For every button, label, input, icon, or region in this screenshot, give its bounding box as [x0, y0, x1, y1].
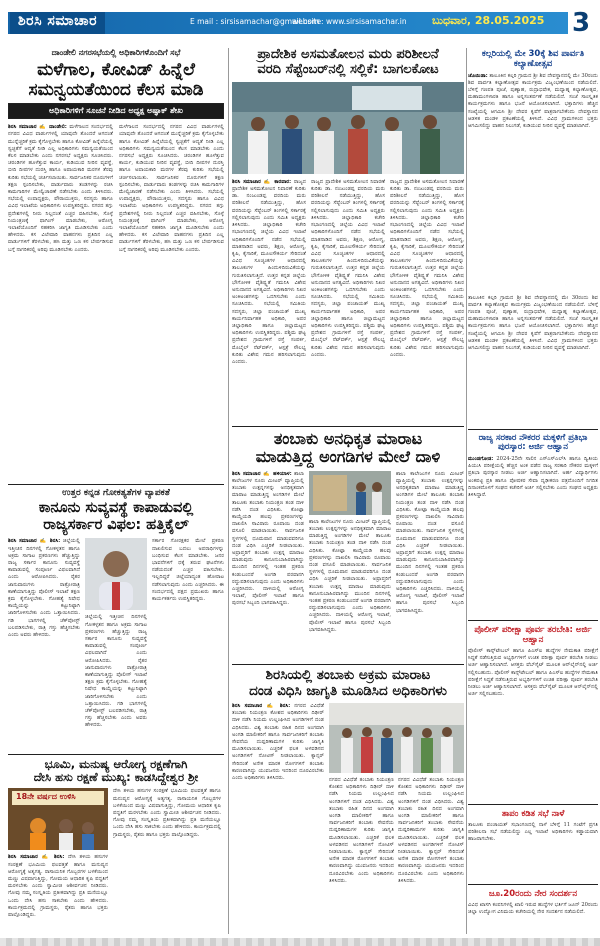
newspaper-logo: ಶಿರಸಿ ಸಮಾಚಾರ — [10, 12, 105, 34]
story4-dateline: ಶಿರಸಿ ಸಮಾಚಾರ ✍ ಕಾರವಾರ: — [232, 178, 292, 185]
story4-headline-line1: ಪ್ರಾದೇಶಿಕ ಅಸಮತೋಲನ ಮರು ಪರಿಶೀಲನೆ — [257, 47, 439, 62]
story6-body-col1 — [232, 703, 324, 927]
story4-body-c: ರಾಜ್ಯದ ಪ್ರಾದೇಶಿಕ ಅಸಮತೋಲನ ನಿವಾರಣೆ ಕುರಿತು ಡಾ. ನಂಜುಂಡಪ್ಪ ವರದಿಯ ಮರು ಪರಿಶೀಲನೆ ನಡೆಯುತ್ತಿದ್ದು, ಹೊಸ ವರದಿಯನ್ನು ಸೆಪ್ಟೆಂಬರ್ ತಿಂಗಳಲ್ಲಿ ಸರ್ಕಾರಕ್ಕೆ ಸಲ್ಲಿಸಲಾಗುವುದು ಎಂದು ಸಮಿತಿ ಅಧ್ಯಕ್ಷರು ತಿಳಿಸಿದರು. ಜಿಲ್ಲಾಧಿಕಾರಿ ಕಚೇರಿ ಸಭಾಂಗಣದಲ್ಲಿ ಜಿಲ್ಲೆಯ ವಿವಿಧ ಇಲಾಖೆ ಅಧಿಕಾರಿಗಳೊಂದಿಗೆ ನಡೆದ ಸಭೆಯಲ್ಲಿ ಮಾತನಾಡಿದ ಅವರು, ಶಿಕ್ಷಣ, ಆರೋಗ್ಯ, ಕೃಷಿ, ಕೈಗಾರಿಕೆ, ಮೂಲಸೌಕರ್ಯ ಸೇರಿದಂತೆ ವಿವಿಧ ಸೂಚ್ಯಂಕಗಳ ಆಧಾರದಲ್ಲಿ ತಾಲೂಕುಗಳ ಹಿಂದುಳಿದಿರುವಿಕೆಯನ್ನು ಗುರುತಿಸಲಾಗುತ್ತಿದೆ. ಉತ್ತರ ಕನ್ನಡ ಜಿಲ್ಲೆಯ ಭೌಗೋಳಿಕ ವೈಶಿಷ್ಟ್ಯತೆ ಗಮನಿಸಿ ವಿಶೇಷ ಅನುದಾನದ ಅಗತ್ಯವಿದೆ. ಅಧಿಕಾರಿಗಳು ನಿಖರ ಅಂಕಿಅಂಶಗಳನ್ನು ಒದಗಿಸಬೇಕು ಎಂದು ಸೂಚಿಸಿದರು. ಸಭೆಯಲ್ಲಿ ಸಮಿತಿಯ ಸದಸ್ಯರು, ಜಿಲ್ಲಾ ಪಂಚಾಯತ್ ಮುಖ್ಯ ಕಾರ್ಯನಿರ್ವಾಹಕ ಅಧಿಕಾರಿ, ಅಪರ ಜಿಲ್ಲಾಧಿಕಾರಿ ಹಾಗೂ ಜಿಲ್ಲಾಮಟ್ಟದ ಅಧಿಕಾರಿಗಳು ಉಪಸ್ಥಿತರಿದ್ದರು. ಪಶ್ಚಿಮ ಘಟ್ಟ ಪ್ರದೇಶದ ಗ್ರಾಮಗಳಿಗೆ ರಸ್ತೆ ಸಂಪರ್ಕ, ಮೊಬೈಲ್ ನೆಟ್‌ವರ್ಕ್, ಆಸ್ಪತ್ರೆ ಸೌಲಭ್ಯ ಕುರಿತು ವಿಶೇಷ ಗಮನ ಹರಿಸಲಾಗುವುದು ಎಂದರು. — [390, 178, 464, 358]
right-story-c-text: ಪೊಲೀಸ್ ಕಾನ್ಸ್‌ಟೇಬಲ್ ಹಾಗೂ ಪಿಎಸ್ಐ ಹುದ್ದೆಗಳ ನೇಮಕಾತಿ ಪರೀಕ್ಷೆಗೆ ಸಿದ್ಧತೆ ನಡೆಸುತ್ತಿರುವ ಅಭ್ಯರ್ಥಿಗಳಿಗೆ ಉಚಿತ ಪರೀಕ್ಷಾ ಪೂರ್ವ ತರಬೇತಿ ನೀಡಲು ಅರ್ಜಿ ಆಹ್ವಾನಿಸಲಾಗಿದೆ. ಆಸಕ್ತರು ವೆಬ್‌ಸೈಟ್ ಮೂಲಕ ಆನ್‌ಲೈನ್‌ನಲ್ಲಿ ಅರ್ಜಿ ಸಲ್ಲಿಸಬಹುದು. — [468, 648, 598, 676]
print-color-strip — [0, 938, 600, 946]
story2-body-left — [8, 538, 80, 744]
divider — [468, 429, 598, 430]
story6-body-a: ನಗರದ ವಿವಿಧೆಡೆ ತಂಬಾಕು ನಿಯಂತ್ರಣ ಕೋಶದ ಅಧಿಕಾರಿಗಳು ದಿಢೀರ್ ದಾಳಿ ನಡೆಸಿ ನಿಯಮ ಉಲ್ಲಂಘಿಸಿದ ಅಂಗಡಿಗಳಿಗೆ ದಂಡ ವಿಧಿಸಿದರು. ವಿಶ್ವ ತಂಬಾಕು ರಹಿತ ದಿನದ ಅಂಗವಾಗಿ ಅಂಗಡಿ ಮಾಲೀಕರಿಗೆ ಹಾಗೂ ಸಾರ್ವಜನಿಕರಿಗೆ ತಂಬಾಕು ಸೇವನೆಯ ದುಷ್ಪರಿಣಾಮಗಳ ಕುರಿತು ಜಾಗೃತಿ ಮೂಡಿಸಲಾಯಿತು. ಎಚ್ಚರಿಕೆ ಫಲಕ ಅಳವಡಿಸದ ಅಂಗಡಿಗಳಿಗೆ ನೋಟಿಸ್ ನೀಡಲಾಯಿತು. ಕ್ಯಾನ್ಸರ್ ಸೇರಿದಂತೆ ಅನೇಕ ಮಾರಕ ರೋಗಗಳಿಗೆ ತಂಬಾಕು ಕಾರಣವಾಗಿದ್ದು ಯುವಜನರು ಇದರಿಂದ ದೂರವಿರಬೇಕು ಎಂದು ಅಧಿಕಾರಿಗಳು ತಿಳಿಸಿದರು. — [232, 703, 324, 782]
story5-body-a: ಶಾಲಾ ಕಾಲೇಜುಗಳ ನೂರು ಮೀಟರ್ ವ್ಯಾಪ್ತಿಯಲ್ಲಿ ತಂಬಾಕು ಉತ್ಪನ್ನಗಳನ್ನು ಅನಧಿಕೃತವಾಗಿ ಮಾರಾಟ ಮಾಡುತ್ತಿದ್ದ ಅಂಗಡಿಗಳ ಮೇಲೆ ತಾಲೂಕು ತಂಬಾಕು ನಿಯಂತ್ರಣ ತಂಡ ದಾಳಿ ನಡೆಸಿ ದಂಡ ವಿಧಿಸಿತು. ಕೋಟ್ಪಾ ಕಾಯ್ದೆಯಡಿ ಹಲವು ಪ್ರಕರಣಗಳನ್ನು ದಾಖಲಿಸಿ ಸಾವಿರಾರು ರೂಪಾಯಿ ದಂಡ ವಸೂಲಿ ಮಾಡಲಾಯಿತು. ಸಾರ್ವಜನಿಕ ಸ್ಥಳಗಳಲ್ಲಿ ಧೂಮಪಾನ ಮಾಡುವವರಿಗೂ ದಂಡ ವಿಧಿಸಿ ಎಚ್ಚರಿಕೆ ನೀಡಲಾಯಿತು. ಅಪ್ರಾಪ್ತರಿಗೆ ತಂಬಾಕು ಉತ್ಪನ್ನ ಮಾರಾಟ ಮಾಡುವುದು ಕಾನೂನುಬಾಹಿರವಾಗಿದ್ದು ಮುಂದಿನ ದಿನಗಳಲ್ಲಿ ಇಂತಹ ಪ್ರಕರಣ ಕಂಡುಬಂದರೆ ಅಂಗಡಿ ಪರವಾನಗಿ ರದ್ದುಪಡಿಸಲಾಗುವುದು ಎಂದು ಅಧಿಕಾರಿಗಳು ಎಚ್ಚರಿಸಿದರು. ದಾಳಿಯಲ್ಲಿ ಆರೋಗ್ಯ ಇಲಾಖೆ, ಪೊಲೀಸ್ ಇಲಾಖೆ ಹಾಗೂ ಪುರಸಭೆ ಸಿಬ್ಬಂದಿ ಭಾಗವಹಿಸಿದ್ದರು. — [232, 470, 304, 607]
person-portrait-icon — [85, 538, 147, 610]
story-desi-cow — [8, 758, 224, 936]
story2-headline-line1: ಕಾನೂನು ಸುವ್ಯವಸ್ಥೆ ಕಾಪಾಡುವಲ್ಲಿ — [38, 500, 194, 516]
story-dandeli-meeting — [8, 46, 224, 482]
story5-dateline: ಶಿರಸಿ ಸಮಾಚಾರ ✍ ಹಳಿಯಾಳ: — [232, 470, 292, 477]
right-story-d-text: ತಾಲೂಕು ಪಂಚಾಯತ್ ಸಭಾಂಗಣದಲ್ಲಿ ನಾಳೆ ಬೆಳಿಗ್ಗೆ 11 ಗಂಟೆಗೆ ಪ್ರಗತಿ ಪರಿಶೀಲನಾ ಸಭೆ ನಡೆಯಲಿದ್ದು ಎಲ್ಲ ಇಲಾಖೆ ಅಧಿಕಾರಿಗಳು ಕಡ್ಡಾಯವಾಗಿ ಹಾಜರಾಗಬೇಕು. — [468, 822, 598, 843]
story1-sub-bar — [8, 103, 224, 119]
story-regional-imbalance — [232, 46, 464, 458]
right-story-b-text: 2024-25ನೇ ಸಾಲಿನ ಎಸ್ಎಸ್ಎಲ್‌ಸಿ ಹಾಗೂ ದ್ವಿತೀಯ ಪಿಯುಸಿ ಪರೀಕ್ಷೆಯಲ್ಲಿ ಹೆಚ್ಚಿನ ಅಂಕ ಪಡೆದ ರಾಜ್ಯ ಸರಕಾರಿ ನೌಕರರ ಮಕ್ಕಳಿಗೆ ಪ್ರತಿಭಾ ಪುರಸ್ಕಾರ ನೀಡಲು ಅರ್ಜಿ ಆಹ್ವಾನಿಸಲಾಗಿದೆ. ಅರ್ಹ ವಿದ್ಯಾರ್ಥಿಗಳು ಅಂಕಪಟ್ಟಿ ಪ್ರತಿ ಹಾಗೂ ಪೋಷಕರ ಸೇವಾ ದೃಢೀಕರಣ ಪತ್ರದೊಂದಿಗೆ ನಿಗದಿತ ದಿನಾಂಕದೊಳಗೆ ಸಂಘದ ಕಚೇರಿಗೆ ಅರ್ಜಿ ಸಲ್ಲಿಸಬೇಕು ಎಂದು ಸಂಘದ ಅಧ್ಯಕ್ಷರು ತಿಳಿಸಿದ್ದಾರೆ. — [468, 456, 598, 499]
divider — [468, 620, 598, 621]
story6-dateline: ಶಿರಸಿ ಸಮಾಚಾರ ✍ ಶಿರಸಿ: — [232, 703, 291, 710]
column-separator — [466, 48, 467, 934]
story3-body-right — [113, 788, 221, 946]
story-sirsi-tobacco — [232, 668, 464, 936]
masthead — [0, 0, 600, 46]
officials-meeting-icon — [232, 82, 464, 174]
story1-body-col1 — [8, 124, 113, 486]
story3-body-a: ದೇಸಿ ತಳಿಯ ಹಸುಗಳ ಸಂರಕ್ಷಣೆ ಭೂಮಿಯ ಫಲವತ್ತತೆ ಹಾಗೂ ಮನುಷ್ಯನ ಆರೋಗ್ಯಕ್ಕೆ ಅತ್ಯಗತ್ಯ. ರಾಸಾಯನಿಕ ಗೊಬ್ಬರಗಳ ಬಳಕೆಯಿಂದ ಮಣ್ಣು ವಿಷವಾಗುತ್ತಿದ್ದು, ಗೋಮಯ ಆಧಾರಿತ ಕೃಷಿ ಪದ್ಧತಿಗೆ ಮರಳಬೇಕು ಎಂದು ಸ್ವಾಮೀಜಿ ಆಶೀರ್ವಚನ ನೀಡಿದರು. ಗೋವು ನಮ್ಮ ಸಂಸ್ಕೃತಿಯ ಪ್ರತೀಕವಾಗಿದ್ದು ಪ್ರತಿ ಮನೆಯಲ್ಲೂ ಒಂದು ದೇಸಿ ಹಸು ಸಾಕಬೇಕು ಎಂದು ಹೇಳಿದರು. ಕಾರ್ಯಕ್ರಮದಲ್ಲಿ ಗ್ರಾಮಸ್ಥರು, ರೈತರು ಹಾಗೂ ಭಕ್ತರು ಪಾಲ್ಗೊಂಡಿದ್ದರು. — [8, 854, 108, 919]
story3-headline-line1: ಭೂಮಿ, ಮನುಷ್ಯ ಆರೋಗ್ಯ ರಕ್ಷಣೆಗಾಗಿ — [44, 757, 188, 771]
story3-headline-line2: ದೇಸಿ ಹಸು ರಕ್ಷಣೆ ಮುಖ್ಯ: ಕಾಡಸಿದ್ದೇಶ್ವರ ಶ್ರೀ — [33, 770, 199, 785]
story1-subheadline: ಅಧಿಕಾರಿಗಳಿಗೆ ಸೂಚನೆ ನೀಡಿದ ಅಧ್ಯಕ್ಷ ಅಷ್ಫಾಕ್ ಶೇಖ — [9, 104, 223, 118]
shop-raid-icon — [309, 471, 391, 515]
story-tobacco-raid — [232, 430, 464, 660]
story3-banner-text: 18ನೇ ವರ್ಷದ ಉಳಿಸಿ — [16, 792, 76, 802]
story6-group-photo — [329, 703, 464, 773]
story5-body-b: ಶಾಲಾ ಕಾಲೇಜುಗಳ ನೂರು ಮೀಟರ್ ವ್ಯಾಪ್ತಿಯಲ್ಲಿ ತಂಬಾಕು ಉತ್ಪನ್ನಗಳನ್ನು ಅನಧಿಕೃತವಾಗಿ ಮಾರಾಟ ಮಾಡುತ್ತಿದ್ದ ಅಂಗಡಿಗಳ ಮೇಲೆ ತಾಲೂಕು ತಂಬಾಕು ನಿಯಂತ್ರಣ ತಂಡ ದಾಳಿ ನಡೆಸಿ ದಂಡ ವಿಧಿಸಿತು. ಕೋಟ್ಪಾ ಕಾಯ್ದೆಯಡಿ ಹಲವು ಪ್ರಕರಣಗಳನ್ನು ದಾಖಲಿಸಿ ಸಾವಿರಾರು ರೂಪಾಯಿ ದಂಡ ವಸೂಲಿ ಮಾಡಲಾಯಿತು. ಸಾರ್ವಜನಿಕ ಸ್ಥಳಗಳಲ್ಲಿ ಧೂಮಪಾನ ಮಾಡುವವರಿಗೂ ದಂಡ ವಿಧಿಸಿ ಎಚ್ಚರಿಕೆ ನೀಡಲಾಯಿತು. ಅಪ್ರಾಪ್ತರಿಗೆ ತಂಬಾಕು ಉತ್ಪನ್ನ ಮಾರಾಟ ಮಾಡುವುದು ಕಾನೂನುಬಾಹಿರವಾಗಿದ್ದು ಮುಂದಿನ ದಿನಗಳಲ್ಲಿ ಇಂತಹ ಪ್ರಕರಣ ಕಂಡುಬಂದರೆ ಅಂಗಡಿ ಪರವಾನಗಿ ರದ್ದುಪಡಿಸಲಾಗುವುದು ಎಂದು ಅಧಿಕಾರಿಗಳು ಎಚ್ಚರಿಸಿದರು. ದಾಳಿಯಲ್ಲಿ ಆರೋಗ್ಯ ಇಲಾಖೆ, ಪೊಲೀಸ್ ಇಲಾಖೆ ಹಾಗೂ ಪುರಸಭೆ ಸಿಬ್ಬಂದಿ ಭಾಗವಹಿಸಿದ್ದರು. — [309, 518, 391, 633]
story2-body-c: ಸರ್ಕಾರ ಗೋರಕ್ಷಕರ ಮೇಲೆ ಪ್ರಕರಣ ದಾಖಲಿಸುವ ಬದಲು ಅಪರಾಧಿಗಳನ್ನು ಬಂಧಿಸುವ ಕೆಲಸ ಮಾಡಬೇಕು. ಜನರ ಭಾವನೆಗಳಿಗೆ ಧಕ್ಕೆ ತರುವ ಘಟನೆಗಳು ನಡೆಯದಂತೆ ಎಚ್ಚರ ವಹಿಸಬೇಕು. ಇಲ್ಲದಿದ್ದರೆ ಜಿಲ್ಲೆಯಾದ್ಯಂತ ಹೋರಾಟ ನಡೆಸಲಾಗುವುದು ಎಂದು ಎಚ್ಚರಿಸಿದರು. ಈ ಸಂದರ್ಭದಲ್ಲಿ ಪಕ್ಷದ ಪ್ರಮುಖರು ಹಾಗೂ ಕಾರ್ಯಕರ್ತರು ಉಪಸ್ಥಿತರಿದ್ದರು. — [152, 538, 224, 602]
story5-headline-line2: ಮಾಡುತ್ತಿದ್ದ ಅಂಗಡಿಗಳ ಮೇಲೆ ದಾಳಿ — [255, 447, 441, 467]
story1-body-cont: ಮಳೆಗಾಲದ ಸಂದರ್ಭದಲ್ಲಿ ನಗರದ ವಿವಿಧ ವಾರ್ಡುಗಳಲ್ಲಿ ಯಾವುದೇ ತೊಂದರೆ ಆಗದಂತೆ ಮುನ್ನೆಚ್ಚರಿಕೆ ಕ್ರಮ ಕೈಗೊಳ್ಳಬೇಕು ಹಾಗೂ ಕೋವಿಡ್ ಹಿನ್ನೆಲೆಯಲ್ಲಿ ಸ್ವಚ್ಛತೆಗೆ ಆದ್ಯತೆ ನೀಡಿ ಎಲ್ಲ ಅಧಿಕಾರಿಗಳು ಸಮನ್ವಯತೆಯಿಂದ ಕೆಲಸ ಮಾಡಬೇಕು ಎಂದು ನಗರಸಭೆ ಅಧ್ಯಕ್ಷರು ಸೂಚಿಸಿದರು. ಚರಂಡಿಗಳ ಹೂಳೆತ್ತುವ ಕಾರ್ಯ, ಕುಡಿಯುವ ನೀರಿನ ವ್ಯವಸ್ಥೆ, ಬೀದಿ ದೀಪಗಳ ದುರಸ್ತಿ ಹಾಗೂ ಅಪಾಯಕಾರಿ ಮರಗಳ ತೆರವು ಕುರಿತು ಸಭೆಯಲ್ಲಿ ಚರ್ಚಿಸಲಾಯಿತು. ಸಾರ್ವಜನಿಕರ ದೂರುಗಳಿಗೆ ತಕ್ಷಣ ಸ್ಪಂದಿಸಬೇಕು, ವಾರ್ಡುವಾರು ತಂಡಗಳನ್ನು ರಚಿಸಿ ಕಾಮಗಾರಿಗಳ ಮೇಲ್ವಿಚಾರಣೆ ನಡೆಸಬೇಕು ಎಂದು ತಿಳಿಸಿದರು. ಸಭೆಯಲ್ಲಿ ಉಪಾಧ್ಯಕ್ಷರು, ಪೌರಾಯುಕ್ತರು, ಸದಸ್ಯರು ಹಾಗೂ ವಿವಿಧ ಇಲಾಖೆಯ ಅಧಿಕಾರಿಗಳು ಉಪಸ್ಥಿತರಿದ್ದರು. ನಗರದ ತಗ್ಗು ಪ್ರದೇಶಗಳಲ್ಲಿ ನೀರು ನಿಲ್ಲದಂತೆ ಎಚ್ಚರ ವಹಿಸಬೇಕು, ಸೊಳ್ಳೆ ನಿಯಂತ್ರಣಕ್ಕೆ ಫಾಗಿಂಗ್ ಮಾಡಬೇಕು, ಆರೋಗ್ಯ ಇಲಾಖೆಯೊಂದಿಗೆ ಸಹಕರಿಸಿ ಜಾಗೃತಿ ಮೂಡಿಸಬೇಕು ಎಂದು ಹೇಳಿದರು. ಕಸ ವಿಲೇವಾರಿ ವಾಹನಗಳು ಪ್ರತಿದಿನ ಎಲ್ಲ ವಾರ್ಡುಗಳಿಗೆ ತೆರಳಬೇಕು, ಹಸಿ ಮತ್ತು ಒಣ ಕಸ ಬೇರ್ಪಡಿಸುವ ಬಗ್ಗೆ ನಾಗರಿಕರಲ್ಲಿ ಅರಿವು ಮೂಡಿಸಬೇಕು ಎಂದರು. — [119, 124, 224, 253]
story1-body-col2 — [119, 124, 224, 486]
story1-kicker: ದಾಂಡೇಲಿ ನಗರಸಭೆಯಲ್ಲಿ ಅಧಿಕಾರಿಗಳೊಂದಿಗೆ ಸಭೆ — [51, 48, 181, 57]
story3-body-b: ದೇಸಿ ತಳಿಯ ಹಸುಗಳ ಸಂರಕ್ಷಣೆ ಭೂಮಿಯ ಫಲವತ್ತತೆ ಹಾಗೂ ಮನುಷ್ಯನ ಆರೋಗ್ಯಕ್ಕೆ ಅತ್ಯಗತ್ಯ. ರಾಸಾಯನಿಕ ಗೊಬ್ಬರಗಳ ಬಳಕೆಯಿಂದ ಮಣ್ಣು ವಿಷವಾಗುತ್ತಿದ್ದು, ಗೋಮಯ ಆಧಾರಿತ ಕೃಷಿ ಪದ್ಧತಿಗೆ ಮರಳಬೇಕು ಎಂದು ಸ್ವಾಮೀಜಿ ಆಶೀರ್ವಚನ ನೀಡಿದರು. ಗೋವು ನಮ್ಮ ಸಂಸ್ಕೃತಿಯ ಪ್ರತೀಕವಾಗಿದ್ದು ಪ್ರತಿ ಮನೆಯಲ್ಲೂ ಒಂದು ದೇಸಿ ಹಸು ಸಾಕಬೇಕು ಎಂದು ಹೇಳಿದರು. ಕಾರ್ಯಕ್ರಮದಲ್ಲಿ ಗ್ರಾಮಸ್ಥರು, ರೈತರು ಹಾಗೂ ಭಕ್ತರು ಪಾಲ್ಗೊಂಡಿದ್ದರು. — [113, 788, 221, 838]
story2-kicker: ಉತ್ತರ ಕನ್ನಡ ಗೋಕತ್ಯತೆಗಳ ವ್ಯಾಪಕತೆ — [62, 488, 170, 498]
story5-headline-line1: ತಂಬಾಕು ಅನಧಿಕೃತ ಮಾರಾಟ — [273, 429, 423, 448]
page-number: 3 — [572, 8, 591, 38]
right-story-c-body — [468, 648, 598, 800]
story6-headline-line1: ಶಿರಸಿಯಲ್ಲಿ ತಂಬಾಕು ಅಕ್ರಮ ಮಾರಾಟ — [265, 667, 431, 683]
divider — [468, 884, 598, 885]
story4-meeting-photo — [232, 82, 464, 174]
story1-headline-line1: ಮಳೆಗಾಲ, ಕೋವಿಡ್ ಹಿನ್ನೆಲೆ — [37, 60, 195, 80]
story1-headline-line2: ಸಮನ್ವಯತೆಯಿಂದ ಕೆಲಸ ಮಾಡಿ — [28, 79, 204, 100]
story1-dateline: ಶಿರಸಿ ಸಮಾಚಾರ ✍ ದಾಂಡೇಲಿ: — [8, 124, 67, 131]
story6-body-col3 — [398, 777, 464, 927]
divider — [8, 754, 224, 755]
story-law-and-order — [8, 488, 224, 752]
story2-body-b: ಜಿಲ್ಲೆಯಲ್ಲಿ ಇತ್ತೀಚಿನ ದಿನಗಳಲ್ಲಿ ಗೋಕಳ್ಳತನ ಹಾಗೂ ಅಕ್ರಮ ಸಾಗಾಟ ಪ್ರಕರಣಗಳು ಹೆಚ್ಚುತ್ತಿದ್ದು ರಾಜ್ಯ ಸರ್ಕಾರ ಕಾನೂನು ಸುವ್ಯವಸ್ಥೆ ಕಾಪಾಡುವಲ್ಲಿ ಸಂಪೂರ್ಣ ವಿಫಲವಾಗಿದೆ ಎಂದು ಆರೋಪಿಸಿದರು. ರೈತರ ಜಾನುವಾರುಗಳು ರಾತ್ರೋರಾತ್ರಿ ಕಾಣೆಯಾಗುತ್ತಿದ್ದು ಪೊಲೀಸ್ ಇಲಾಖೆ ತಕ್ಷಣ ಕ್ರಮ ಕೈಗೊಳ್ಳಬೇಕು. ಗೋಹತ್ಯೆ ನಿಷೇಧ ಕಾಯ್ದೆಯನ್ನು ಕಟ್ಟುನಿಟ್ಟಾಗಿ ಜಾರಿಗೊಳಿಸಬೇಕು ಎಂದು ಒತ್ತಾಯಿಸಿದರು. ಗಡಿ ಭಾಗಗಳಲ್ಲಿ ಚೆಕ್‌ಪೋಸ್ಟ್ ಬಲಪಡಿಸಬೇಕು, ರಾತ್ರಿ ಗಸ್ತು ಹೆಚ್ಚಿಸಬೇಕು ಎಂದು ಅವರು ಹೇಳಿದರು. — [85, 614, 147, 729]
story6-headline-line2: ದಂಡ ವಿಧಿಸಿ ಜಾಗೃತಿ ಮೂಡಿಸಿದ ಅಧಿಕಾರಿಗಳು — [249, 682, 447, 699]
right-column — [468, 46, 598, 938]
story5-body-col1 — [232, 471, 304, 659]
story2-body-a: ಜಿಲ್ಲೆಯಲ್ಲಿ ಇತ್ತೀಚಿನ ದಿನಗಳಲ್ಲಿ ಗೋಕಳ್ಳತನ ಹಾಗೂ ಅಕ್ರಮ ಸಾಗಾಟ ಪ್ರಕರಣಗಳು ಹೆಚ್ಚುತ್ತಿದ್ದು ರಾಜ್ಯ ಸರ್ಕಾರ ಕಾನೂನು ಸುವ್ಯವಸ್ಥೆ ಕಾಪಾಡುವಲ್ಲಿ ಸಂಪೂರ್ಣ ವಿಫಲವಾಗಿದೆ ಎಂದು ಆರೋಪಿಸಿದರು. ರೈತರ ಜಾನುವಾರುಗಳು ರಾತ್ರೋರಾತ್ರಿ ಕಾಣೆಯಾಗುತ್ತಿದ್ದು ಪೊಲೀಸ್ ಇಲಾಖೆ ತಕ್ಷಣ ಕ್ರಮ ಕೈಗೊಳ್ಳಬೇಕು. ಗೋಹತ್ಯೆ ನಿಷೇಧ ಕಾಯ್ದೆಯನ್ನು ಕಟ್ಟುನಿಟ್ಟಾಗಿ ಜಾರಿಗೊಳಿಸಬೇಕು ಎಂದು ಒತ್ತಾಯಿಸಿದರು. ಗಡಿ ಭಾಗಗಳಲ್ಲಿ ಚೆಕ್‌ಪೋಸ್ಟ್ ಬಲಪಡಿಸಬೇಕು, ರಾತ್ರಿ ಗಸ್ತು ಹೆಚ್ಚಿಸಬೇಕು ಎಂದು ಅವರು ಹೇಳಿದರು. — [8, 538, 80, 638]
story3-body-left — [8, 854, 108, 946]
divider — [232, 664, 464, 665]
right-story-c-text-cont: ಪೊಲೀಸ್ ಕಾನ್ಸ್‌ಟೇಬಲ್ ಹಾಗೂ ಪಿಎಸ್ಐ ಹುದ್ದೆಗಳ ನೇಮಕಾತಿ ಪರೀಕ್ಷೆಗೆ ಸಿದ್ಧತೆ ನಡೆಸುತ್ತಿರುವ ಅಭ್ಯರ್ಥಿಗಳಿಗೆ ಉಚಿತ ಪರೀಕ್ಷಾ ಪೂರ್ವ ತರಬೇತಿ ನೀಡಲು ಅರ್ಜಿ ಆಹ್ವಾನಿಸಲಾಗಿದೆ. ಆಸಕ್ತರು ವೆಬ್‌ಸೈಟ್ ಮೂಲಕ ಆನ್‌ಲೈನ್‌ನಲ್ಲಿ ಅರ್ಜಿ ಸಲ್ಲಿಸಬಹುದು. — [468, 669, 598, 698]
column-separator — [228, 48, 229, 934]
right-story-b-dateline: ಮುಂಡಗೋಡ: — [468, 456, 494, 463]
story6-body-c: ನಗರದ ವಿವಿಧೆಡೆ ತಂಬಾಕು ನಿಯಂತ್ರಣ ಕೋಶದ ಅಧಿಕಾರಿಗಳು ದಿಢೀರ್ ದಾಳಿ ನಡೆಸಿ ನಿಯಮ ಉಲ್ಲಂಘಿಸಿದ ಅಂಗಡಿಗಳಿಗೆ ದಂಡ ವಿಧಿಸಿದರು. ವಿಶ್ವ ತಂಬಾಕು ರಹಿತ ದಿನದ ಅಂಗವಾಗಿ ಅಂಗಡಿ ಮಾಲೀಕರಿಗೆ ಹಾಗೂ ಸಾರ್ವಜನಿಕರಿಗೆ ತಂಬಾಕು ಸೇವನೆಯ ದುಷ್ಪರಿಣಾಮಗಳ ಕುರಿತು ಜಾಗೃತಿ ಮೂಡಿಸಲಾಯಿತು. ಎಚ್ಚರಿಕೆ ಫಲಕ ಅಳವಡಿಸದ ಅಂಗಡಿಗಳಿಗೆ ನೋಟಿಸ್ ನೀಡಲಾಯಿತು. ಕ್ಯಾನ್ಸರ್ ಸೇರಿದಂತೆ ಅನೇಕ ಮಾರಕ ರೋಗಗಳಿಗೆ ತಂಬಾಕು ಕಾರಣವಾಗಿದ್ದು ಯುವಜನರು ಇದರಿಂದ ದೂರವಿರಬೇಕು ಎಂದು ಅಧಿಕಾರಿಗಳು ತಿಳಿಸಿದರು. — [398, 777, 464, 884]
right-story-a-body — [468, 73, 598, 293]
story4-headline-line2: ವರದಿ ಸೆಪ್ಟೆಂಬರ್‌ನಲ್ಲಿ ಸಲ್ಲಿಕೆ: ಬಾಗಲಕೋಟ — [257, 61, 439, 77]
right-story-e-text: ವಿವಿಧ ಖಾಸಗಿ ಕಂಪನಿಗಳಲ್ಲಿ ಖಾಲಿ ಇರುವ ಹುದ್ದೆಗಳ ಭರ್ತಿಗೆ ಜೂನ್ 20ರಂದು ಜಿಲ್ಲಾ ಉದ್ಯೋಗ ವಿನಿಮಯ ಕಚೇರಿಯಲ್ಲಿ ನೇರ ಸಂದರ್ಶನ ನಡೆಯಲಿದೆ. — [468, 902, 598, 916]
story5-raid-photo — [309, 471, 391, 515]
masthead-email: E mail : sirsisamachar@gmail.com — [190, 17, 320, 26]
right-story-a-text: ತಾಲೂಕಿನ ಕಲ್ಗರಿ ಗ್ರಾಮದ ಶ್ರೀ ಶಿವ ದೇವಸ್ಥಾನದಲ್ಲಿ ಮೇ 30ರಂದು ಶಿವ ಪಾರ್ವತಿ ಕಲ್ಯಾಣೋತ್ಸವ ಕಾರ್ಯಕ್ರಮ ವಿಜೃಂಭಣೆಯಿಂದ ನಡೆಯಲಿದೆ. ಬೆಳಿಗ್ಗೆ ಗಣಪತಿ ಪೂಜೆ, ಪುಣ್ಯಾಹ, ರುದ್ರಾಭಿಷೇಕ, ಮಧ್ಯಾಹ್ನ ಕಲ್ಯಾಣೋತ್ಸವ, ಮಹಾಮಂಗಳಾರತಿ ಹಾಗೂ ಅನ್ನಸಂತರ್ಪಣೆ ನಡೆಯಲಿದೆ. ಸಂಜೆ ಸಾಂಸ್ಕೃತಿಕ ಕಾರ್ಯಕ್ರಮಗಳು ಹಾಗೂ ಭಜನೆ ಆಯೋಜಿಸಲಾಗಿದೆ. ಭಕ್ತಾದಿಗಳು ಹೆಚ್ಚಿನ ಸಂಖ್ಯೆಯಲ್ಲಿ ಆಗಮಿಸಿ ಶ್ರೀ ದೇವರ ಕೃಪೆಗೆ ಪಾತ್ರರಾಗಬೇಕೆಂದು ದೇವಸ್ಥಾನದ ಆಡಳಿತ ಮಂಡಳಿ ಪ್ರಕಟಣೆಯಲ್ಲಿ ತಿಳಿಸಿದೆ. ವಿವಿಧ ಗ್ರಾಮಗಳಿಂದ ಭಕ್ತರು ಆಗಮಿಸಲಿದ್ದು ವಾಹನ ನಿಲುಗಡೆ, ಕುಡಿಯುವ ನೀರಿನ ವ್ಯವಸ್ಥೆ ಮಾಡಲಾಗಿದೆ. — [468, 72, 598, 129]
right-story-a-text-cont: ತಾಲೂಕಿನ ಕಲ್ಗರಿ ಗ್ರಾಮದ ಶ್ರೀ ಶಿವ ದೇವಸ್ಥಾನದಲ್ಲಿ ಮೇ 30ರಂದು ಶಿವ ಪಾರ್ವತಿ ಕಲ್ಯಾಣೋತ್ಸವ ಕಾರ್ಯಕ್ರಮ ವಿಜೃಂಭಣೆಯಿಂದ ನಡೆಯಲಿದೆ. ಬೆಳಿಗ್ಗೆ ಗಣಪತಿ ಪೂಜೆ, ಪುಣ್ಯಾಹ, ರುದ್ರಾಭಿಷೇಕ, ಮಧ್ಯಾಹ್ನ ಕಲ್ಯಾಣೋತ್ಸವ, ಮಹಾಮಂಗಳಾರತಿ ಹಾಗೂ ಅನ್ನಸಂತರ್ಪಣೆ ನಡೆಯಲಿದೆ. ಸಂಜೆ ಸಾಂಸ್ಕೃತಿಕ ಕಾರ್ಯಕ್ರಮಗಳು ಹಾಗೂ ಭಜನೆ ಆಯೋಜಿಸಲಾಗಿದೆ. ಭಕ್ತಾದಿಗಳು ಹೆಚ್ಚಿನ ಸಂಖ್ಯೆಯಲ್ಲಿ ಆಗಮಿಸಿ ಶ್ರೀ ದೇವರ ಕೃಪೆಗೆ ಪಾತ್ರರಾಗಬೇಕೆಂದು ದೇವಸ್ಥಾನದ ಆಡಳಿತ ಮಂಡಳಿ ಪ್ರಕಟಣೆಯಲ್ಲಿ ತಿಳಿಸಿದೆ. ವಿವಿಧ ಗ್ರಾಮಗಳಿಂದ ಭಕ್ತರು ಆಗಮಿಸಲಿದ್ದು ವಾಹನ ನಿಲುಗಡೆ, ಕುಡಿಯುವ ನೀರಿನ ವ್ಯವಸ್ಥೆ ಮಾಡಲಾಗಿದೆ. — [468, 294, 598, 351]
story2-body-mid — [85, 614, 147, 744]
story5-body-col3 — [396, 471, 464, 659]
story6-body-b: ನಗರದ ವಿವಿಧೆಡೆ ತಂಬಾಕು ನಿಯಂತ್ರಣ ಕೋಶದ ಅಧಿಕಾರಿಗಳು ದಿಢೀರ್ ದಾಳಿ ನಡೆಸಿ ನಿಯಮ ಉಲ್ಲಂಘಿಸಿದ ಅಂಗಡಿಗಳಿಗೆ ದಂಡ ವಿಧಿಸಿದರು. ವಿಶ್ವ ತಂಬಾಕು ರಹಿತ ದಿನದ ಅಂಗವಾಗಿ ಅಂಗಡಿ ಮಾಲೀಕರಿಗೆ ಹಾಗೂ ಸಾರ್ವಜನಿಕರಿಗೆ ತಂಬಾಕು ಸೇವನೆಯ ದುಷ್ಪರಿಣಾಮಗಳ ಕುರಿತು ಜಾಗೃತಿ ಮೂಡಿಸಲಾಯಿತು. ಎಚ್ಚರಿಕೆ ಫಲಕ ಅಳವಡಿಸದ ಅಂಗಡಿಗಳಿಗೆ ನೋಟಿಸ್ ನೀಡಲಾಯಿತು. ಕ್ಯಾನ್ಸರ್ ಸೇರಿದಂತೆ ಅನೇಕ ಮಾರಕ ರೋಗಗಳಿಗೆ ತಂಬಾಕು ಕಾರಣವಾಗಿದ್ದು ಯುವಜನರು ಇದರಿಂದ ದೂರವಿರಬೇಕು ಎಂದು ಅಧಿಕಾರಿಗಳು ತಿಳಿಸಿದರು. — [329, 777, 394, 884]
masthead-website: website: www.sirsisamachar.in — [292, 17, 407, 26]
right-story-a-dateline: ಜೊಯಿಡಾ: — [468, 72, 488, 79]
right-story-d-headline: ತಾಪಂ ಕಡಿತ ಸಭೆ ನಾಳೆ — [501, 809, 565, 820]
divider — [468, 804, 598, 805]
story2-body-right — [152, 538, 224, 744]
story3-dateline: ಶಿರಸಿ ಸಮಾಚಾರ ✍ ಶಿರಸಿ: — [8, 854, 65, 861]
right-story-c-headline: ಪೊಲೀಸ್ ಪರೀಕ್ಷಾ ಪೂರ್ವ ತರಬೇತಿ: ಅರ್ಜಿ ಆಹ್ವಾನ — [474, 625, 592, 646]
story4-body-b: ರಾಜ್ಯದ ಪ್ರಾದೇಶಿಕ ಅಸಮತೋಲನ ನಿವಾರಣೆ ಕುರಿತು ಡಾ. ನಂಜುಂಡಪ್ಪ ವರದಿಯ ಮರು ಪರಿಶೀಲನೆ ನಡೆಯುತ್ತಿದ್ದು, ಹೊಸ ವರದಿಯನ್ನು ಸೆಪ್ಟೆಂಬರ್ ತಿಂಗಳಲ್ಲಿ ಸರ್ಕಾರಕ್ಕೆ ಸಲ್ಲಿಸಲಾಗುವುದು ಎಂದು ಸಮಿತಿ ಅಧ್ಯಕ್ಷರು ತಿಳಿಸಿದರು. ಜಿಲ್ಲಾಧಿಕಾರಿ ಕಚೇರಿ ಸಭಾಂಗಣದಲ್ಲಿ ಜಿಲ್ಲೆಯ ವಿವಿಧ ಇಲಾಖೆ ಅಧಿಕಾರಿಗಳೊಂದಿಗೆ ನಡೆದ ಸಭೆಯಲ್ಲಿ ಮಾತನಾಡಿದ ಅವರು, ಶಿಕ್ಷಣ, ಆರೋಗ್ಯ, ಕೃಷಿ, ಕೈಗಾರಿಕೆ, ಮೂಲಸೌಕರ್ಯ ಸೇರಿದಂತೆ ವಿವಿಧ ಸೂಚ್ಯಂಕಗಳ ಆಧಾರದಲ್ಲಿ ತಾಲೂಕುಗಳ ಹಿಂದುಳಿದಿರುವಿಕೆಯನ್ನು ಗುರುತಿಸಲಾಗುತ್ತಿದೆ. ಉತ್ತರ ಕನ್ನಡ ಜಿಲ್ಲೆಯ ಭೌಗೋಳಿಕ ವೈಶಿಷ್ಟ್ಯತೆ ಗಮನಿಸಿ ವಿಶೇಷ ಅನುದಾನದ ಅಗತ್ಯವಿದೆ. ಅಧಿಕಾರಿಗಳು ನಿಖರ ಅಂಕಿಅಂಶಗಳನ್ನು ಒದಗಿಸಬೇಕು ಎಂದು ಸೂಚಿಸಿದರು. ಸಭೆಯಲ್ಲಿ ಸಮಿತಿಯ ಸದಸ್ಯರು, ಜಿಲ್ಲಾ ಪಂಚಾಯತ್ ಮುಖ್ಯ ಕಾರ್ಯನಿರ್ವಾಹಕ ಅಧಿಕಾರಿ, ಅಪರ ಜಿಲ್ಲಾಧಿಕಾರಿ ಹಾಗೂ ಜಿಲ್ಲಾಮಟ್ಟದ ಅಧಿಕಾರಿಗಳು ಉಪಸ್ಥಿತರಿದ್ದರು. ಪಶ್ಚಿಮ ಘಟ್ಟ ಪ್ರದೇಶದ ಗ್ರಾಮಗಳಿಗೆ ರಸ್ತೆ ಸಂಪರ್ಕ, ಮೊಬೈಲ್ ನೆಟ್‌ವರ್ಕ್, ಆಸ್ಪತ್ರೆ ಸೌಲಭ್ಯ ಕುರಿತು ವಿಶೇಷ ಗಮನ ಹರಿಸಲಾಗುವುದು ಎಂದರು. — [311, 178, 385, 358]
right-story-d-body — [468, 822, 598, 880]
story2-portrait-photo — [85, 538, 147, 610]
right-story-e-headline: ಜೂ.20ರಂದು ನೇರ ಸಂದರ್ಶನ — [488, 889, 578, 900]
story5-body-c: ಶಾಲಾ ಕಾಲೇಜುಗಳ ನೂರು ಮೀಟರ್ ವ್ಯಾಪ್ತಿಯಲ್ಲಿ ತಂಬಾಕು ಉತ್ಪನ್ನಗಳನ್ನು ಅನಧಿಕೃತವಾಗಿ ಮಾರಾಟ ಮಾಡುತ್ತಿದ್ದ ಅಂಗಡಿಗಳ ಮೇಲೆ ತಾಲೂಕು ತಂಬಾಕು ನಿಯಂತ್ರಣ ತಂಡ ದಾಳಿ ನಡೆಸಿ ದಂಡ ವಿಧಿಸಿತು. ಕೋಟ್ಪಾ ಕಾಯ್ದೆಯಡಿ ಹಲವು ಪ್ರಕರಣಗಳನ್ನು ದಾಖಲಿಸಿ ಸಾವಿರಾರು ರೂಪಾಯಿ ದಂಡ ವಸೂಲಿ ಮಾಡಲಾಯಿತು. ಸಾರ್ವಜನಿಕ ಸ್ಥಳಗಳಲ್ಲಿ ಧೂಮಪಾನ ಮಾಡುವವರಿಗೂ ದಂಡ ವಿಧಿಸಿ ಎಚ್ಚರಿಕೆ ನೀಡಲಾಯಿತು. ಅಪ್ರಾಪ್ತರಿಗೆ ತಂಬಾಕು ಉತ್ಪನ್ನ ಮಾರಾಟ ಮಾಡುವುದು ಕಾನೂನುಬಾಹಿರವಾಗಿದ್ದು ಮುಂದಿನ ದಿನಗಳಲ್ಲಿ ಇಂತಹ ಪ್ರಕರಣ ಕಂಡುಬಂದರೆ ಅಂಗಡಿ ಪರವಾನಗಿ ರದ್ದುಪಡಿಸಲಾಗುವುದು ಎಂದು ಅಧಿಕಾರಿಗಳು ಎಚ್ಚರಿಸಿದರು. ದಾಳಿಯಲ್ಲಿ ಆರೋಗ್ಯ ಇಲಾಖೆ, ಪೊಲೀಸ್ ಇಲಾಖೆ ಹಾಗೂ ಪುರಸಭೆ ಸಿಬ್ಬಂದಿ ಭಾಗವಹಿಸಿದ್ದರು. — [396, 470, 464, 614]
divider — [232, 426, 464, 427]
story4-body-a: ರಾಜ್ಯದ ಪ್ರಾದೇಶಿಕ ಅಸಮತೋಲನ ನಿವಾರಣೆ ಕುರಿತು ಡಾ. ನಂಜುಂಡಪ್ಪ ವರದಿಯ ಮರು ಪರಿಶೀಲನೆ ನಡೆಯುತ್ತಿದ್ದು, ಹೊಸ ವರದಿಯನ್ನು ಸೆಪ್ಟೆಂಬರ್ ತಿಂಗಳಲ್ಲಿ ಸರ್ಕಾರಕ್ಕೆ ಸಲ್ಲಿಸಲಾಗುವುದು ಎಂದು ಸಮಿತಿ ಅಧ್ಯಕ್ಷರು ತಿಳಿಸಿದರು. ಜಿಲ್ಲಾಧಿಕಾರಿ ಕಚೇರಿ ಸಭಾಂಗಣದಲ್ಲಿ ಜಿಲ್ಲೆಯ ವಿವಿಧ ಇಲಾಖೆ ಅಧಿಕಾರಿಗಳೊಂದಿಗೆ ನಡೆದ ಸಭೆಯಲ್ಲಿ ಮಾತನಾಡಿದ ಅವರು, ಶಿಕ್ಷಣ, ಆರೋಗ್ಯ, ಕೃಷಿ, ಕೈಗಾರಿಕೆ, ಮೂಲಸೌಕರ್ಯ ಸೇರಿದಂತೆ ವಿವಿಧ ಸೂಚ್ಯಂಕಗಳ ಆಧಾರದಲ್ಲಿ ತಾಲೂಕುಗಳ ಹಿಂದುಳಿದಿರುವಿಕೆಯನ್ನು ಗುರುತಿಸಲಾಗುತ್ತಿದೆ. ಉತ್ತರ ಕನ್ನಡ ಜಿಲ್ಲೆಯ ಭೌಗೋಳಿಕ ವೈಶಿಷ್ಟ್ಯತೆ ಗಮನಿಸಿ ವಿಶೇಷ ಅನುದಾನದ ಅಗತ್ಯವಿದೆ. ಅಧಿಕಾರಿಗಳು ನಿಖರ ಅಂಕಿಅಂಶಗಳನ್ನು ಒದಗಿಸಬೇಕು ಎಂದು ಸೂಚಿಸಿದರು. ಸಭೆಯಲ್ಲಿ ಸಮಿತಿಯ ಸದಸ್ಯರು, ಜಿಲ್ಲಾ ಪಂಚಾಯತ್ ಮುಖ್ಯ ಕಾರ್ಯನಿರ್ವಾಹಕ ಅಧಿಕಾರಿ, ಅಪರ ಜಿಲ್ಲಾಧಿಕಾರಿ ಹಾಗೂ ಜಿಲ್ಲಾಮಟ್ಟದ ಅಧಿಕಾರಿಗಳು ಉಪಸ್ಥಿತರಿದ್ದರು. ಪಶ್ಚಿಮ ಘಟ್ಟ ಪ್ರದೇಶದ ಗ್ರಾಮಗಳಿಗೆ ರಸ್ತೆ ಸಂಪರ್ಕ, ಮೊಬೈಲ್ ನೆಟ್‌ವರ್ಕ್, ಆಸ್ಪತ್ರೆ ಸೌಲಭ್ಯ ಕುರಿತು ವಿಶೇಷ ಗಮನ ಹರಿಸಲಾಗುವುದು ಎಂದರು. — [232, 178, 306, 365]
story2-headline-line2: ರಾಜ್ಯಸರ್ಕಾರ ವಿಫಲ: ಹತ್ತಿಕೈಲ್ — [43, 516, 189, 533]
story6-body-col2 — [329, 777, 394, 927]
right-story-b-body — [468, 456, 598, 616]
officials-group-icon — [329, 703, 464, 773]
issue-date: ಬುಧವಾರ, 28.05.2025 — [432, 14, 545, 27]
right-story-a-body-cont — [468, 295, 598, 425]
story2-dateline: ಶಿರಸಿ ಸಮಾಚಾರ ✍ ಶಿರಸಿ: — [8, 538, 61, 545]
story1-body: ಮಳೆಗಾಲದ ಸಂದರ್ಭದಲ್ಲಿ ನಗರದ ವಿವಿಧ ವಾರ್ಡುಗಳಲ್ಲಿ ಯಾವುದೇ ತೊಂದರೆ ಆಗದಂತೆ ಮುನ್ನೆಚ್ಚರಿಕೆ ಕ್ರಮ ಕೈಗೊಳ್ಳಬೇಕು ಹಾಗೂ ಕೋವಿಡ್ ಹಿನ್ನೆಲೆಯಲ್ಲಿ ಸ್ವಚ್ಛತೆಗೆ ಆದ್ಯತೆ ನೀಡಿ ಎಲ್ಲ ಅಧಿಕಾರಿಗಳು ಸಮನ್ವಯತೆಯಿಂದ ಕೆಲಸ ಮಾಡಬೇಕು ಎಂದು ನಗರಸಭೆ ಅಧ್ಯಕ್ಷರು ಸೂಚಿಸಿದರು. ಚರಂಡಿಗಳ ಹೂಳೆತ್ತುವ ಕಾರ್ಯ, ಕುಡಿಯುವ ನೀರಿನ ವ್ಯವಸ್ಥೆ, ಬೀದಿ ದೀಪಗಳ ದುರಸ್ತಿ ಹಾಗೂ ಅಪಾಯಕಾರಿ ಮರಗಳ ತೆರವು ಕುರಿತು ಸಭೆಯಲ್ಲಿ ಚರ್ಚಿಸಲಾಯಿತು. ಸಾರ್ವಜನಿಕರ ದೂರುಗಳಿಗೆ ತಕ್ಷಣ ಸ್ಪಂದಿಸಬೇಕು, ವಾರ್ಡುವಾರು ತಂಡಗಳನ್ನು ರಚಿಸಿ ಕಾಮಗಾರಿಗಳ ಮೇಲ್ವಿಚಾರಣೆ ನಡೆಸಬೇಕು ಎಂದು ತಿಳಿಸಿದರು. ಸಭೆಯಲ್ಲಿ ಉಪಾಧ್ಯಕ್ಷರು, ಪೌರಾಯುಕ್ತರು, ಸದಸ್ಯರು ಹಾಗೂ ವಿವಿಧ ಇಲಾಖೆಯ ಅಧಿಕಾರಿಗಳು ಉಪಸ್ಥಿತರಿದ್ದರು. ನಗರದ ತಗ್ಗು ಪ್ರದೇಶಗಳಲ್ಲಿ ನೀರು ನಿಲ್ಲದಂತೆ ಎಚ್ಚರ ವಹಿಸಬೇಕು, ಸೊಳ್ಳೆ ನಿಯಂತ್ರಣಕ್ಕೆ ಫಾಗಿಂಗ್ ಮಾಡಬೇಕು, ಆರೋಗ್ಯ ಇಲಾಖೆಯೊಂದಿಗೆ ಸಹಕರಿಸಿ ಜಾಗೃತಿ ಮೂಡಿಸಬೇಕು ಎಂದು ಹೇಳಿದರು. ಕಸ ವಿಲೇವಾರಿ ವಾಹನಗಳು ಪ್ರತಿದಿನ ಎಲ್ಲ ವಾರ್ಡುಗಳಿಗೆ ತೆರಳಬೇಕು, ಹಸಿ ಮತ್ತು ಒಣ ಕಸ ಬೇರ್ಪಡಿಸುವ ಬಗ್ಗೆ ನಾಗರಿಕರಲ್ಲಿ ಅರಿವು ಮೂಡಿಸಬೇಕು ಎಂದರು. — [8, 124, 113, 253]
story3-event-photo — [8, 788, 108, 850]
story5-body-col2 — [309, 519, 391, 659]
right-story-b-headline: ರಾಜ್ಯ ಸರಕಾರ ನೌಕರರ ಮಕ್ಕಳಿಗೆ ಪ್ರತಿಭಾ ಪುರಸ್ಕಾರ: ಅರ್ಜಿ ಆಹ್ವಾನ — [478, 432, 588, 453]
divider — [8, 484, 224, 485]
right-story-a-headline: ಕಲ್ಗರಿಯಲ್ಲಿ ಮೇ 30ಕ್ಕೆ ಶಿವ ಪಾರ್ವತಿ ಕಲ್ಯಾಣೋತ್ಸವ — [481, 49, 585, 69]
